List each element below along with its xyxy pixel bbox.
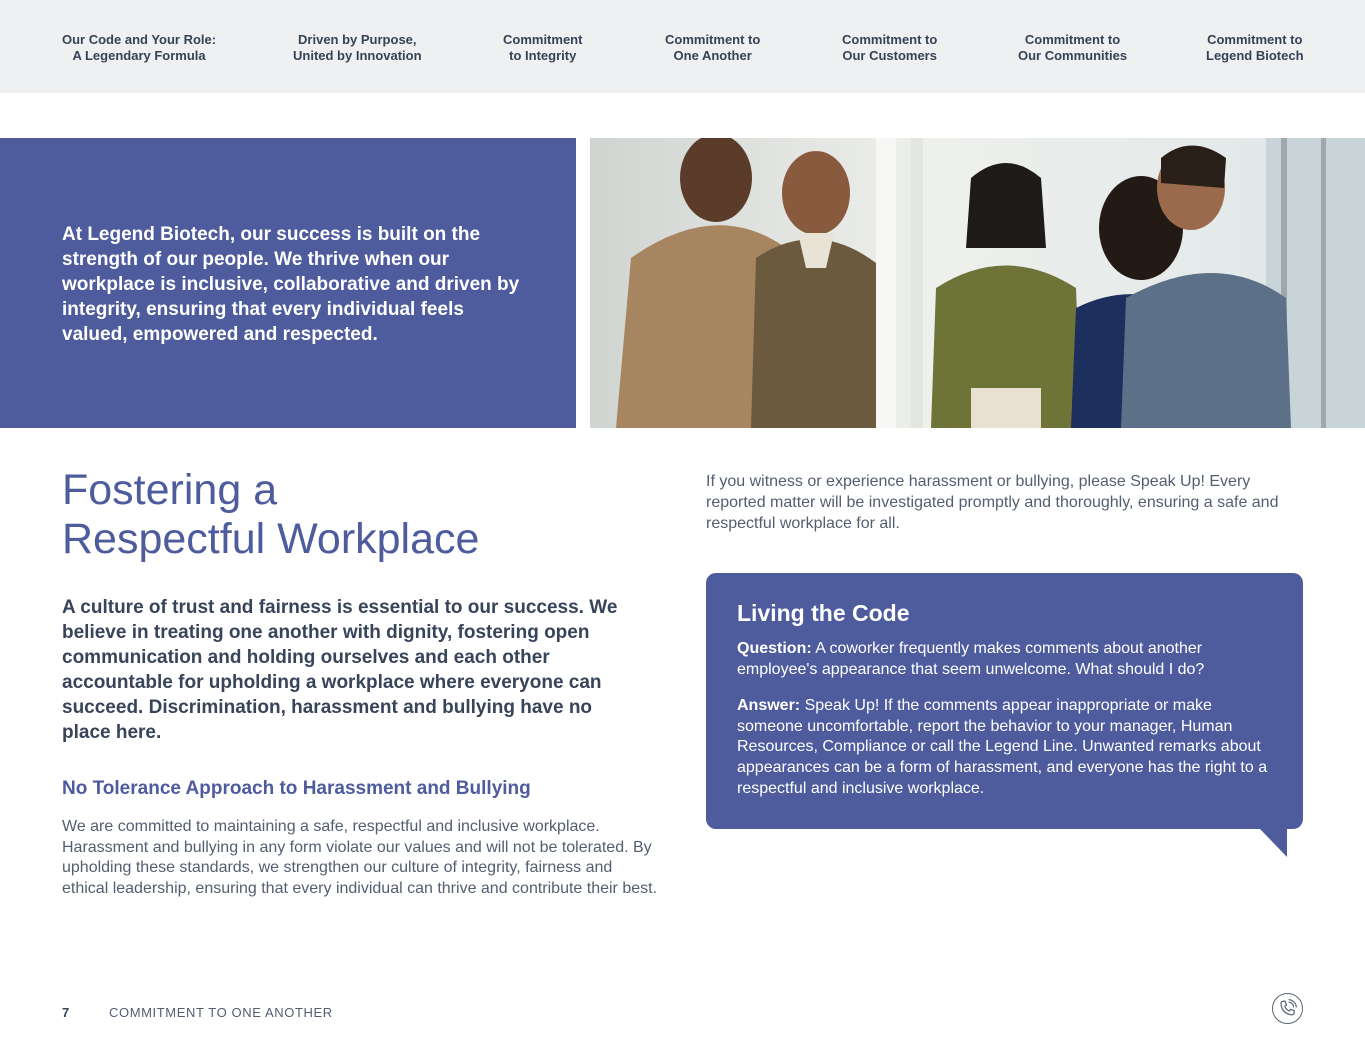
phone-icon xyxy=(1273,994,1302,1023)
nav-item-label: Our Customers xyxy=(842,48,937,63)
nav-item-label: Commitment to xyxy=(842,32,938,47)
nav-item-label: One Another xyxy=(673,48,752,63)
nav-item-label: to Integrity xyxy=(509,48,577,63)
section-subheading: No Tolerance Approach to Harassment and Bullying xyxy=(62,778,531,799)
living-the-code-callout xyxy=(706,573,1303,829)
answer-label: Answer: xyxy=(737,697,801,715)
speak-up-paragraph: If you witness or experience harassment or bullying, please Speak Up! Every reported matter will be investigated promptly and thoroughly, ensuring a safe and respectful workplace for all. xyxy=(706,473,1279,532)
nav-item-label: Our Code and Your Role: xyxy=(62,32,217,47)
hero-photo xyxy=(576,138,1365,428)
footer-section-label: COMMITMENT TO ONE ANOTHER xyxy=(109,1005,333,1020)
nav-item-communities[interactable] xyxy=(1018,32,1127,64)
nav-item-driven-by-purpose[interactable] xyxy=(293,32,422,64)
nav-item-label: A Legendary Formula xyxy=(72,48,206,63)
nav-item-label: Commitment to xyxy=(1207,32,1303,47)
nav-item-one-another[interactable] xyxy=(665,32,760,64)
nav-item-label: Commitment to xyxy=(665,32,761,47)
nav-item-label: Driven by Purpose, xyxy=(298,32,417,47)
colleagues-photo-illustration xyxy=(576,138,1365,428)
hero-statement: At Legend Biotech, our success is built on the strength of our people. We thrive when our workplace is inclusive, collaborative and driven by integrity, ensuring that every individual feels valued, empowered and respected. xyxy=(62,224,520,345)
callout-question xyxy=(737,639,1273,680)
question-label: Question: xyxy=(737,640,812,657)
answer-text: Speak Up! If the comments appear inappropriate or make someone uncomfortable, report the behavior to your manager, Human Resources, Compliance or call the Legend Line. Unwanted remarks about appearances can be a form of harassment, and everyone has the right to a respectful and inclusive workplace. xyxy=(737,697,1268,797)
nav-item-our-code[interactable] xyxy=(62,32,216,64)
body-paragraph: We are committed to maintaining a safe, respectful and inclusive workplace. Harassment and bullying in any form violate our values and will not be tolerated. By upholding these standards, we strengthen our culture of integrity, fairness and ethical leadership, ensuring that every individual can thrive and contribute their best. xyxy=(62,818,658,897)
phone-button[interactable] xyxy=(1272,993,1303,1024)
callout-title: Living the Code xyxy=(737,600,910,626)
page-number: 7 xyxy=(62,1005,70,1020)
question-text: A coworker frequently makes comments about another employee's appearance that seem unwelcome. What should I do? xyxy=(737,640,1205,678)
nav-item-label: Our Communities xyxy=(1018,48,1128,63)
nav-item-label: Legend Biotech xyxy=(1206,48,1304,63)
page-title-line: Fostering a xyxy=(62,466,278,514)
nav-item-legend-biotech[interactable] xyxy=(1206,32,1304,64)
page-title-line: Respectful Workplace xyxy=(62,515,480,563)
top-navigation xyxy=(0,0,1365,93)
callout-answer xyxy=(737,696,1273,799)
nav-item-customers[interactable] xyxy=(842,32,937,64)
page-title xyxy=(62,466,622,564)
nav-item-label: United by Innovation xyxy=(293,48,422,63)
nav-item-label: Commitment to xyxy=(1024,32,1121,47)
callout-tail xyxy=(1259,828,1287,857)
nav-item-label: Commitment xyxy=(503,32,583,47)
intro-paragraph: A culture of trust and fairness is essential to our success. We believe in treating one another with dignity, fostering open communication and holding ourselves and each other accountable for upholding a workplace where everyone can succeed. Discrimination, harassment and bullying have no place here. xyxy=(62,597,618,743)
nav-item-integrity[interactable] xyxy=(503,32,582,64)
